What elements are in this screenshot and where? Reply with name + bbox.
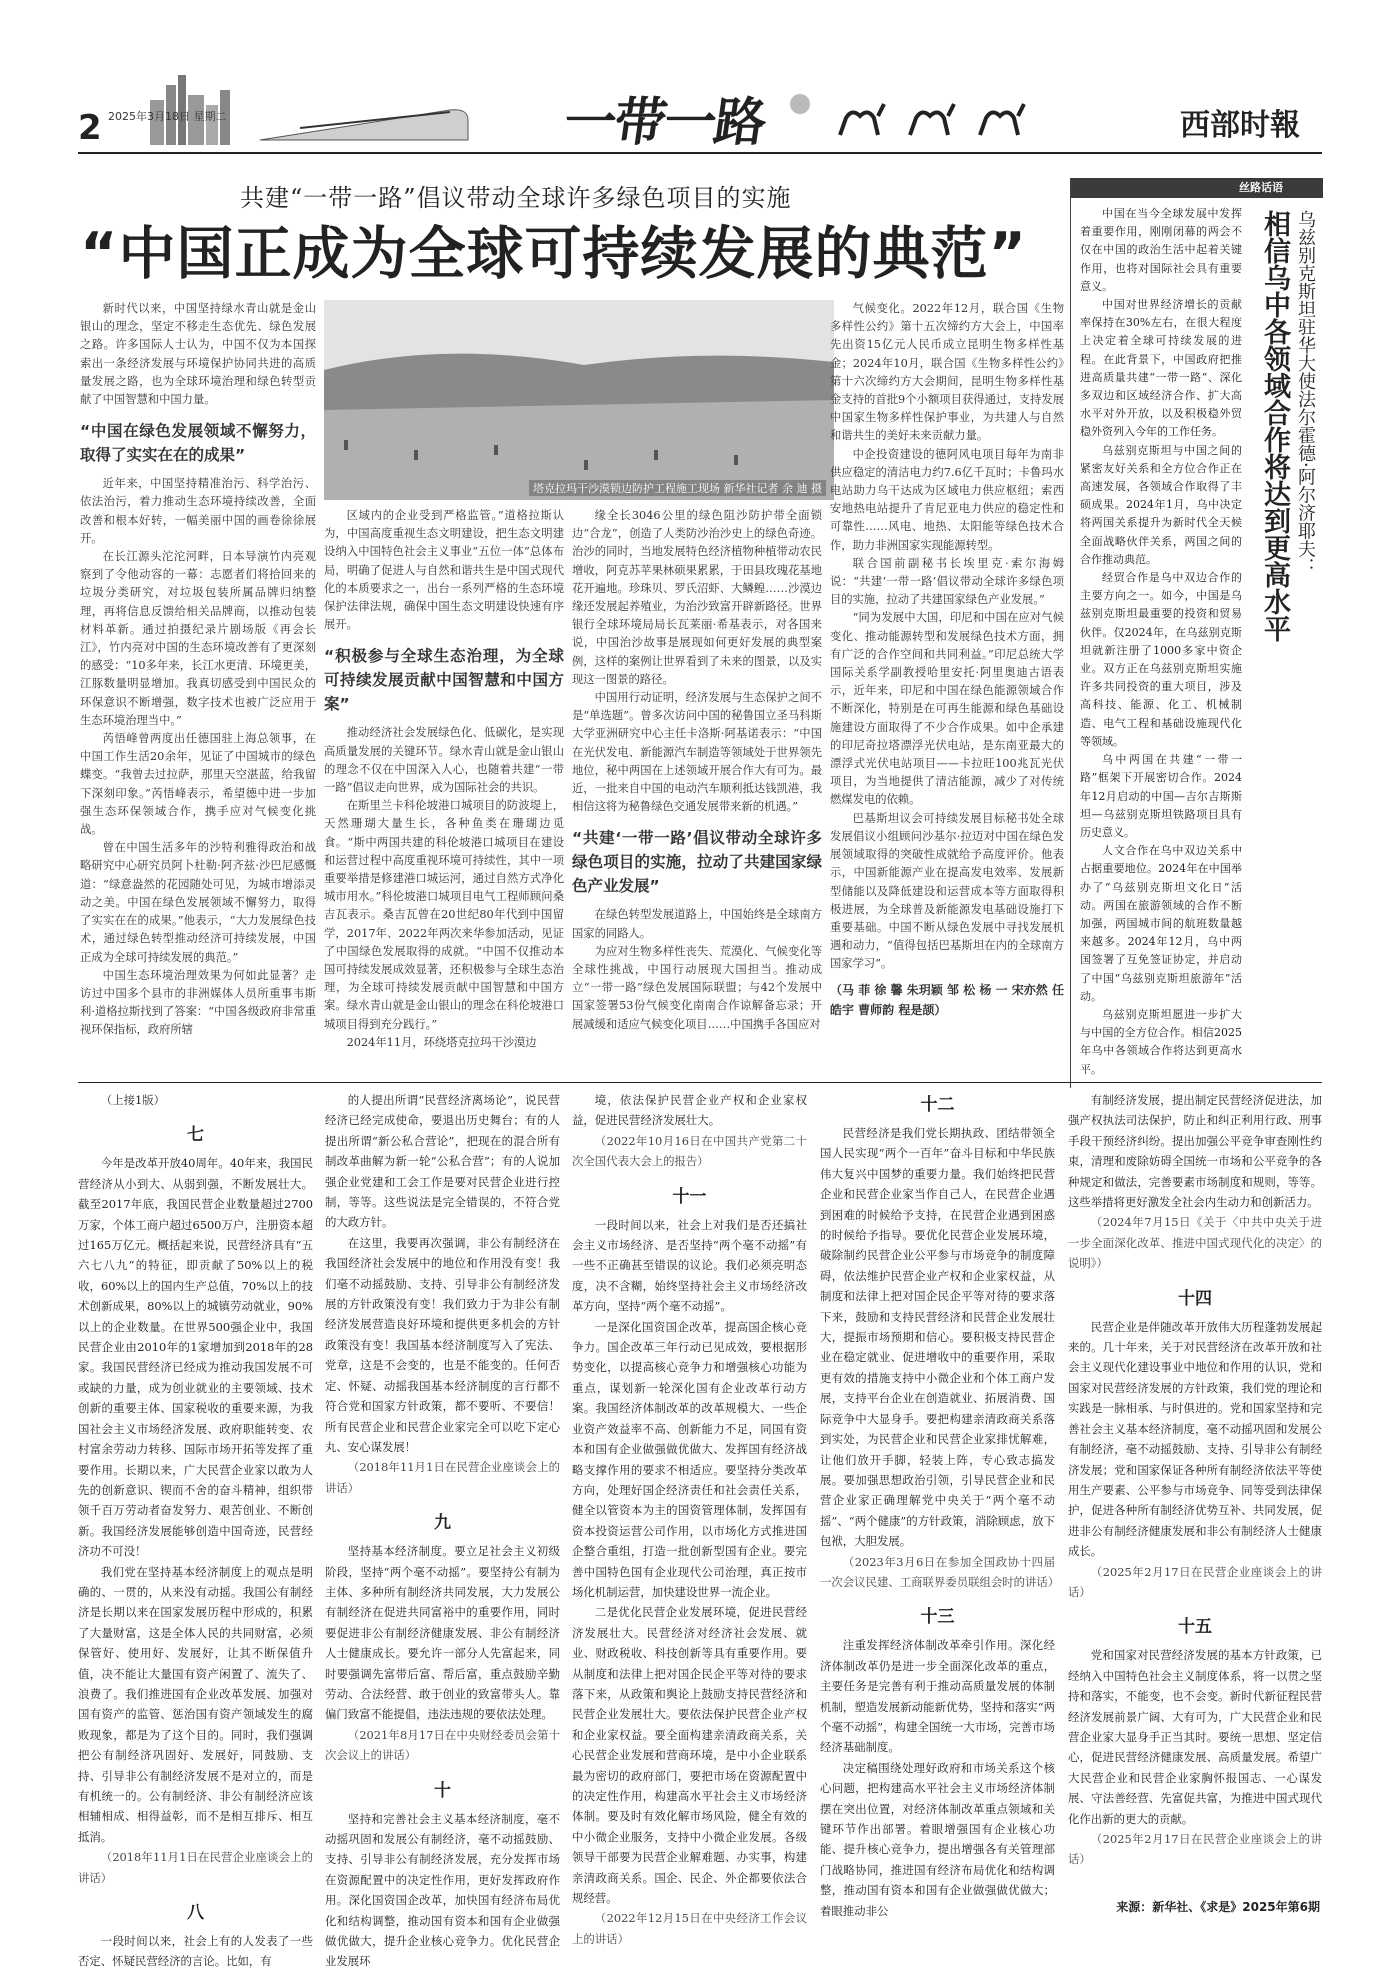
paragraph: 决定稿围绕处理好政府和市场关系这个核心问题，把构建高水平社会主义市场经济体制摆在突出位置，对经济体制改革重点领域和关键环节作出部署。着眼增强国有企业核心功能、提升核心竞争力，提出增强各有关管理部门战略协同，推进国有经济布局优化和结构调整，推动国有资本和国有企业做强做优做大；着眼推动非公 — [820, 1760, 1055, 1918]
sidebar-title: 相信乌中各领域合作将达到更高水平 — [1259, 210, 1290, 642]
section-number: 十 — [434, 1780, 451, 1801]
lower-column-3 — [572, 1090, 807, 1946]
headline: “中国正成为全球可持续发展的典范” — [80, 221, 1027, 287]
source-note: （2025年2月17日在民营企业座谈会上的讲话） — [1068, 1832, 1322, 1867]
article-column-3 — [572, 507, 822, 1085]
paragraph: 在长江源头沱沱河畔，日本导演竹内亮观察到了令他动容的一幕：志愿者们将拾回来的垃圾分类研究，对垃圾包装所属品牌归纳整理，再将信息反馈给相关品牌商，以推动包装材料革新。通过拍摄纪录片剧场版《再会长江》，竹内亮对中国的生态环境改善有了更深刻的感受：“10多年来，长江水更清、环境更美，江豚数量明显增加。我真切感受到中国民众的环保意识不断增强，数字技术也被广泛应用于生态环境治理当中。” — [80, 550, 316, 727]
lower-column-5 — [1068, 1090, 1322, 1890]
lower-column-1 — [78, 1090, 313, 1969]
subheading: “积极参与全球生态治理，为全球可持续发展贡献中国智慧和中国方案” — [324, 647, 564, 714]
city-skyline-train-graphic — [150, 70, 470, 145]
paragraph: 人文合作在乌中双边关系中占据重要地位。2024年在中国举办了“乌兹别克斯坦文化日”活动。两国在旅游领域的合作不断加强，两国城市间的航班数量越来越多。2024年12月，乌中两国签署了互免签证协定，并启动了中国“乌兹别克斯坦旅游年”活动。 — [1080, 844, 1242, 1003]
paragraph: 经贸合作是乌中双边合作的主要方向之一。如今，中国是乌兹别克斯坦最重要的投资和贸易伙伴。仅2024年，在乌兹别克斯坦就新注册了1000多家中资企业。双方正在乌兹别克斯坦实施许多共同投资的重大项目，涉及高科技、能源、化工、机械制造、电气工程和基础设施现代化等领域。 — [1080, 571, 1242, 748]
desert-landscape-image — [324, 300, 834, 500]
subheading: “共建‘一带一路’倡议带动全球许多绿色项目的实施，拉动了共建国家绿色产业发展” — [572, 829, 822, 896]
paragraph: 在绿色转型发展道路上，中国始终是全球南方国家的同路人。 — [572, 908, 822, 940]
source-note: （2022年10月16日在中国共产党第二十次全国代表大会上的报告） — [572, 1133, 807, 1169]
paragraph: 2024年11月，环绕塔克拉玛干沙漠边 — [346, 1035, 537, 1049]
sidebar-vertical-title — [1250, 210, 1318, 690]
lower-column-2 — [325, 1090, 560, 1969]
section-number: 十四 — [1178, 1288, 1212, 1309]
paragraph: “同为发展中大国，印尼和中国在应对气候变化、推动能源转型和发展绿色技术方面，拥有广泛的合作空间和共同利益。”印尼总统大学国际关系学副教授哈里安托·阿里奥迪古语表示，近年来，印尼和中国在绿色能源领域合作不断深化，特别是在可再生能源和绿色基础设施建设方面取得了不少合作成果。如中企承建的印尼奇拉塔漂浮光伏电站，是东南亚最大的漂浮式光伏电站项目——卡拉旺100兆瓦光伏项目，为当地提供了清洁能源，减少了对传统燃煤发电的依赖。 — [830, 611, 1064, 807]
photo-caption: 塔克拉玛干沙漠锁边防护工程施工现场 新华社记者 余 迪 摄 — [529, 480, 826, 496]
author-list: （马 菲 徐 馨 朱玥颖 邹 松 杨 一 宋亦然 任皓宇 曹师韵 程是颉） — [830, 982, 1064, 1017]
page-number: 2 — [78, 108, 102, 148]
source-note: （2021年8月17日在中央财经委员会第十次会议上的讲话） — [325, 1727, 560, 1763]
paragraph: 新时代以来，中国坚持绿水青山就是金山银山的理念，坚定不移走生态优先、绿色发展之路。许多国际人士认为，中国不仅为本国探索出一条经济发展与环境保护协同共进的高质量发展之路，也为全球环境治理和绿色转型贡献了中国智慧和中国力量。 — [80, 302, 316, 407]
paragraph: 巴基斯坦议会可持续发展目标秘书处全球发展倡议小组顾问沙基尔·拉迈对中国在绿色发展领域取得的突破性成就给予高度评价。他表示，中国新能源产业在提高发电效率、发展新型储能以及降低建设和运营成本等方面取得积极进展，为全球普及新能源发电基础设施打下重要基础。中国不断从绿色发展中寻找发展机遇和动力，“值得包括巴基斯坦在内的全球南方国家学习”。 — [830, 811, 1064, 971]
paragraph: 芮悟峰曾两度出任德国驻上海总领事，在中国工作生活20余年，见证了中国城市的绿色蝶变。“我曾去过拉萨，那里天空湛蓝，给我留下深刻印象。”芮悟峰表示，希望德中进一步加强生态环保领域合作，携手应对气候变化挑战。 — [80, 732, 316, 837]
paragraph: 中国用行动证明，经济发展与生态保护之间不是“单选题”。曾多次访问中国的秘鲁国立圣马科斯大学亚洲研究中心主任卡洛斯·阿基诺表示：“中国在光伏发电、新能源汽车制造等领域处于世界领先地位，秘中两国在上述领域开展合作大有可为。最近，一批来自中国的电动汽车顺利抵达钱凯港，我相信这将为秘鲁绿色交通发展带来新的机遇。” — [572, 691, 822, 814]
paragraph: 乌兹别克斯坦与中国之间的紧密友好关系和全方位合作正在高速发展，各领域合作取得了丰硕成果。2024年1月，乌中决定将两国关系提升为新时代全天候全面战略伙伴关系，两国之间的合作推动典范。 — [1080, 443, 1242, 566]
section-number: 十一 — [672, 1186, 707, 1207]
paragraph: 中企投资建设的德阿风电项目每年为南非供应稳定的清洁电力约7.6亿千瓦时；卡鲁玛水电站助力乌干达成为区域电力供应枢纽；索西安地热电站提升了肯尼亚电力供应的稳定性和可靠性……风电、地热、太阳能等绿色技术合作，助力非洲国家实现能源转型。 — [830, 447, 1064, 552]
section-number: 七 — [187, 1125, 204, 1146]
paragraph: 中国在当今全球发展中发挥着重要作用，刚刚闭幕的两会不仅在中国的政治生活中起着关键作用，也将对国际社会具有重要意义。 — [1080, 207, 1242, 293]
sidebar-subtitle: 乌兹别克斯坦驻华大使法尔霍德·阿尔济耶夫： — [1295, 210, 1316, 576]
camel-caravan-graphic — [780, 90, 1080, 140]
lower-column-4 — [820, 1090, 1060, 1918]
paragraph: 注重发挥经济体制改革牵引作用。深化经济体制改革仍是进一步全面深化改革的重点，主要任务是完善有利于推动高质量发展的体制机制，塑造发展新动能新优势，坚持和落实“两个毫不动摇”，构建全国统一大市场，完善市场经济基础制度。 — [820, 1638, 1055, 1755]
section-number: 十三 — [920, 1607, 955, 1628]
paragraph: 一段时间以来，社会上对我们是否还搞社会主义市场经济、是否坚持“两个毫不动摇”有一些不正确甚至错误的议论。我们必须亮明态度，决不含糊，始终坚持社会主义市场经济改革方向，坚持“两个毫不动摇”。 — [572, 1217, 807, 1314]
paragraph: 境，依法保护民营企业产权和企业家权益，促进民营经济发展壮大。 — [572, 1093, 807, 1128]
paragraph: 我们党在坚持基本经济制度上的观点是明确的、一贯的，从来没有动摇。我国公有制经济是长期以来在国家发展历程中形成的，积累了大量财富，这是全体人民的共同财富，必须保管好、使用好、发展好，让其不断保值升值，决不能让大量国有资产闲置了、流失了、浪费了。我们推进国有企业改革发展、加强对国有资产的监管、惩治国有资产领域发生的腐败现象，都是为了这个目的。同时，我们强调把公有制经济巩固好、发展好，同鼓励、支持、引导非公有制经济发展不是对立的，而是有机统一的。公有制经济、非公有制经济应该相辅相成、相得益彰，而不是相互排斥、相互抵消。 — [78, 1564, 313, 1844]
source-note: （2022年12月15日在中央经济工作会议上的讲话） — [572, 1911, 807, 1946]
section-divider — [78, 1082, 1322, 1083]
article-column-4 — [830, 300, 1064, 1085]
paragraph: 党和国家对民营经济发展的基本方针政策，已经纳入中国特色社会主义制度体系，将一以贯之坚持和落实，不能变，也不会变。新时代新征程民营经济发展前景广阔、大有可为，广大民营企业和民营企业家大显身手正当其时。要统一思想、坚定信心，促进民营经济健康发展、高质量发展。希望广大民营企业和民营企业家胸怀报国志、一心谋发展、守法善经营、先富促共富，为推进中国式现代化作出新的更大的贡献。 — [1068, 1648, 1322, 1826]
source-credit: 来源：新华社、《求是》2025年第6期 — [1116, 1900, 1320, 1914]
paragraph: 在斯里兰卡科伦坡港口城项目的防波堤上，天然珊瑚大量生长，各种鱼类在珊瑚边觅食。“斯中两国共建的科伦坡港口城项目在建设和运营过程中高度重视环境可持续性，其中一项重要举措是修建港口城运河，通过自然方式净化城市用水。”科伦坡港口城项目电气工程师顾问桑吉瓦表示。桑吉瓦曾在20世纪80年代到中国留学，2017年、2022年两次来华参加活动，见证了中国绿色发展取得的成就。“中国不仅推动本国可持续发展成效显著，还积极参与全球生态治理，为全球可持续发展贡献中国智慧和中国方案。绿水青山就是金山银山的理念在科伦坡港口城项目得到充分践行。” — [324, 799, 564, 1031]
paragraph: 二是优化民营企业发展环境，促进民营经济发展壮大。民营经济对经济社会发展、就业、财政税收、科技创新等具有重要作用。要从制度和法律上把对国企民企平等对待的要求落下来，从政策和舆论上鼓励支持民营经济和民营企业发展壮大。要依法保护民营企业产权和企业家权益。要全面构建亲清政商关系，关心民营企业发展和营商环境，是中小企业联系最为密切的政府部门，要把市场在资源配置中的决定性作用，构建高水平社会主义市场经济体制。要及时有效化解市场风险，健全有效的中小微企业服务，支持中小微企业发展。各级领导干部要为民营企业解难题、办实事，构建亲清政商关系。国企、民企、外企都要依法合规经营。 — [572, 1605, 807, 1906]
paragraph: 乌兹别克斯坦愿进一步扩大与中国的全方位合作。相信2025年乌中各领域合作将达到更高水平。 — [1080, 1007, 1242, 1076]
section-number: 八 — [187, 1903, 204, 1924]
paragraph: 的人提出所谓“民营经济离场论”，说民营经济已经完成使命，要退出历史舞台；有的人提出所谓“新公私合营论”，把现在的混合所有制改革曲解为新一轮“公私合营”；有的人说加强企业党建和工会工作是要对民营企业进行控制，等等。这些说法是完全错误的，不符合党的大政方针。 — [325, 1093, 560, 1230]
header-rule — [78, 152, 1322, 154]
paragraph: 坚持和完善社会主义基本经济制度，毫不动摇巩固和发展公有制经济，毫不动摇鼓励、支持、引导非公有制经济发展，充分发挥市场在资源配置中的决定性作用，更好发挥政府作用。深化国资国企改革，加快国有经济布局优化和结构调整，推动国有资本和国有企业做强做优做大，提升企业核心竞争力。优化民营企业发展环 — [325, 1811, 560, 1969]
section-number: 九 — [434, 1513, 451, 1534]
section-number: 十二 — [920, 1095, 955, 1115]
paragraph: 民营企业是伴随改革开放伟大历程蓬勃发展起来的。几十年来，关于对民营经济在改革开放和社会主义现代化建设事业中地位和作用的认识，党和国家对民营经济发展的方针政策，我们党的理论和实践是一脉相承、与时俱进的。党和国家坚持和完善社会主义基本经济制度，毫不动摇巩固和发展公有制经济，毫不动摇鼓励、支持、引导非公有制经济发展；党和国家保证各种所有制经济依法平等使用生产要素、公平参与市场竞争、同等受到法律保护，促进各种所有制经济优势互补、共同发展，促进非公有制经济健康发展和非公有制经济人士健康成长。 — [1068, 1319, 1322, 1559]
source-note: （2023年3月6日在参加全国政协十四届一次会议民建、工商联界委员联组会时的讲话） — [820, 1554, 1060, 1589]
newspaper-name: 西部时報 — [1180, 108, 1300, 143]
source-note: （2024年7月15日《关于〈中共中央关于进一步全面深化改革、推进中国式现代化的决定〉的说明》） — [1068, 1215, 1322, 1271]
masthead — [0, 0, 1380, 153]
paragraph: 为应对生物多样性丧失、荒漠化、气候变化等全球性挑战，中国行动展现大国担当。推动成立“一带一路”绿色发展国际联盟；与42个发展中国家签署53份气候变化南南合作谅解备忘录；开展减缓和适应气候变化项目……中国携手各国应对 — [572, 944, 822, 1031]
paragraph: 中国生态环境治理效果为何如此显著？走访过中国多个县市的非洲媒体人员所重事韦斯利·道格拉斯找到了答案：“中国各级政府非常重视环保指标，政府所辖 — [80, 968, 316, 1037]
continuation-note: （上接1版） — [100, 1093, 165, 1107]
sidebar-text — [1080, 205, 1242, 1085]
paragraph: 曾在中国生活多年的沙特利雅得政治和战略研究中心研究员阿卜杜勒·阿齐兹·沙巴尼感慨道：“绿意盎然的花园随处可见，为城市增添灵动之美。中国在绿色发展领域不懈努力，取得了实实在在的成果。”他表示，“大力发展绿色技术，通过绿色转型推动经济可持续发展，中国正成为全球可持续发展的典范。” — [80, 841, 316, 964]
paragraph: 民营经济是我们党长期执政、团结带领全国人民实现“两个一百年”奋斗目标和中华民族伟大复兴中国梦的重要力量。我们始终把民营企业和民营企业家当作自己人，在民营企业遇到困难的时候给予支持，在民营企业遇到困惑的时候给予指导。要优化民营企业发展环境，破除制约民营企业公平参与市场竞争的制度障碍，依法维护民营企业产权和企业家权益，从制度和法律上把对国企民企平等对待的要求落下来，鼓励和支持民营经济和民营企业发展壮大，提振市场预期和信心。要积极支持民营企业在稳定就业、促进增收中的重要作用，采取更有效的措施支持中小微企业和个体工商户发展，支持平台企业在创造就业、拓展消费、国际竞争中大显身手。要把构建亲清政商关系落到实处，为民营企业和民营企业家排忧解难，让他们放开手脚，轻装上阵，专心致志搞发展。要加强思想政治引领，引导民营企业和民营企业家正确理解党中央关于“两个毫不动摇”、“两个健康”的方针政策，消除顾虑，放下包袱，大胆发展。 — [820, 1126, 1055, 1549]
sidebar-tag: 丝路话语 — [1071, 178, 1323, 198]
article-column-1 — [80, 300, 316, 1085]
article-column-2 — [324, 507, 564, 1085]
paragraph: 坚持基本经济制度。要立足社会主义初级阶段，坚持“两个毫不动摇”。要坚持公有制为主体、多种所有制经济共同发展，大力发展公有制经济在促进共同富裕中的重要作用，同时要促进非公有制经济健康发展、非公有制经济人士健康成长。要允许一部分人先富起来，同时要强调先富带后富、帮后富，重点鼓励辛勤劳动、合法经营、敢于创业的致富带头人。靠偏门致富不能提倡，违法违规的要依法处理。 — [325, 1544, 560, 1722]
desert-photo — [324, 300, 834, 500]
paragraph: 一段时间以来，社会上有的人发表了一些否定、怀疑民营经济的言论。比如，有 — [78, 1934, 313, 1969]
section-number: 十五 — [1178, 1617, 1212, 1638]
paragraph: 联合国前副秘书长埃里克·索尔海姆说：“共建‘一带一路’倡议带动全球许多绿色项目的实施，拉动了共建国家绿色产业发展。” — [830, 556, 1064, 607]
paragraph: 中国对世界经济增长的贡献率保持在30%左右，在很大程度上决定着全球可持续发展的进程。在此背景下，中国政府把推进高质量共建“一带一路”、深化多双边和区域经济合作、扩大高水平对外开放，以及积极稳外贸稳外资列入今年的工作任务。 — [1080, 298, 1242, 439]
paragraph: 缘全长3046公里的绿色阻沙防护带全面锁边“合龙”，创造了人类防沙治沙史上的绿色奇迹。治沙的同时，当地发展特色经济植物种植带动农民增收，阿克苏苹果林硕果累累，于田县玫瑰花基地花开遍地。珍珠贝、罗氏沼虾、大鳞鳇……沙漠边缘还发展起养殖业，为治沙致富开辟新路径。世界银行全球环境局局长瓦莱丽·希基表示，对各国来说，中国治沙故事是展现如何更好发展的典型案例，这样的案例让世界看到了未来的图景，以及实现这一图景的路径。 — [572, 509, 822, 686]
source-note: （2018年11月1日在民营企业座谈会上的讲话） — [78, 1850, 313, 1885]
paragraph: 一是深化国资国企改革，提高国企核心竞争力。国企改革三年行动已见成效，要根据形势变化，以提高核心竞争力和增强核心功能为重点，谋划新一轮深化国有企业改革行动方案。我国经济体制改革的改革规模大、一些企业资产效益率不高、创新能力不足，同国有资本和国有企业做强做优做大、发挥国有经济战略支撑作用的要求不相适应。要坚持分类改革方向，处理好国企经济责任和社会责任关系，健全以管资本为主的国资管理体制，发挥国有资本投资运营公司作用，以市场化方式推进国企整合重组，打造一批创新型国有企业。要完善中国特色国有企业现代公司治理，真正按市场化机制运营，加快建设世界一流企业。 — [572, 1319, 807, 1599]
paragraph: 推动经济社会发展绿色化、低碳化，是实现高质量发展的关键环节。绿水青山就是金山银山的理念不仅在中国深入人心，也随着共建“一带一路”倡议走向世界，成为国际社会的共识。 — [324, 726, 564, 795]
paragraph: 今年是改革开放40周年。40年来，我国民营经济从小到大、从弱到强，不断发展壮大。截至2017年底，我国民营企业数量超过2700万家，个体工商户超过6500万户，注册资本超过165万亿元。概括起来说，民营经济具有“五六七八九”的特征，即贡献了50%以上的税收，60%以上的国内生产总值，70%以上的技术创新成果，80%以上的城镇劳动就业，90%以上的企业数量。在世界500强企业中，我国民营企业由2010年的1家增加到2018年的28家。我国民营经济已经成为推动我国发展不可或缺的力量，成为创业就业的主要领域、技术创新的重要主体、国家税收的重要来源，为我国社会主义市场经济发展、政府职能转变、农村富余劳动力转移、国际市场开拓等发挥了重要作用。长期以来，广大民营企业家以敢为人先的创新意识、锲而不舍的奋斗精神，组织带领千百万劳动者奋发努力、艰苦创业、不断创新。我国经济发展能够创造中国奇迹，民营经济功不可没！ — [78, 1156, 313, 1559]
paragraph: 在这里，我要再次强调，非公有制经济在我国经济社会发展中的地位和作用没有变！我们毫不动摇鼓励、支持、引导非公有制经济发展的方针政策没有变！我们致力于为非公有制经济发展营造良好环境和提供更多机会的方针政策没有变！我国基本经济制度写入了宪法、党章，这是不会变的，也是不能变的。任何否定、怀疑、动摇我国基本经济制度的言行都不符合党和国家方针政策，都不要听、不要信！所有民营企业和民营企业家完全可以吃下定心丸、安心谋发展！ — [325, 1235, 560, 1454]
paragraph: 气候变化。2022年12月，联合国《生物多样性公约》第十五次缔约方大会上，中国率先出资15亿元人民币成立昆明生物多样性基金；2024年10月，联合国《生物多样性公约》第十六次缔约方大会期间，昆明生物多样性基金支持的首批9个小额项目获得通过，支持发展中国家生物多样性保护事业，为共建人与自然和谐共生的美好未来贡献力量。 — [830, 302, 1064, 443]
subheading: “中国在绿色发展领域不懈努力，取得了实实在在的成果” — [80, 422, 316, 465]
paragraph: 乌中两国在共建“一带一路”框架下开展密切合作。2024年12月启动的中国—吉尔吉斯斯坦—乌兹别克斯坦铁路项目具有历史意义。 — [1080, 753, 1242, 839]
paragraph: 近年来，中国坚持精准治污、科学治污、依法治污，着力推动生态环境持续改善，全面改善和根本好转，一幅美丽中国的画卷徐徐展开。 — [80, 477, 316, 545]
kicker: 共建“一带一路”倡议带动全球许多绿色项目的实施 — [240, 184, 792, 212]
source-note: （2025年2月17日在民营企业座谈会上的讲话） — [1068, 1564, 1322, 1599]
paragraph: 区域内的企业受到严格监管。”道格拉斯认为，中国高度重视生态文明建设，把生态文明建设纳入中国特色社会主义事业“五位一体”总体布局，明确了促进人与自然和谐共生是中国式现代化的本质要求之一，出台一系列严格的生态环境保护法律法规，确保中国生态文明建设快速有序展开。 — [324, 509, 564, 632]
source-note: （2018年11月1日在民营企业座谈会上的讲话） — [325, 1460, 560, 1495]
section-brand: 一带一路 — [560, 92, 769, 153]
issue-date: 2025年3月18日 星期二 — [108, 110, 227, 123]
paragraph: 有制经济发展，提出制定民营经济促进法，加强产权执法司法保护，防止和纠正利用行政、刑事手段干预经济纠纷。提出加强公平竞争审查刚性约束，清理和废除妨碍全国统一市场和公平竞争的各种规定和做法，完善要素市场制度和规则，等等。这些举措将更好激发全社会内生动力和创新活力。 — [1068, 1093, 1322, 1210]
